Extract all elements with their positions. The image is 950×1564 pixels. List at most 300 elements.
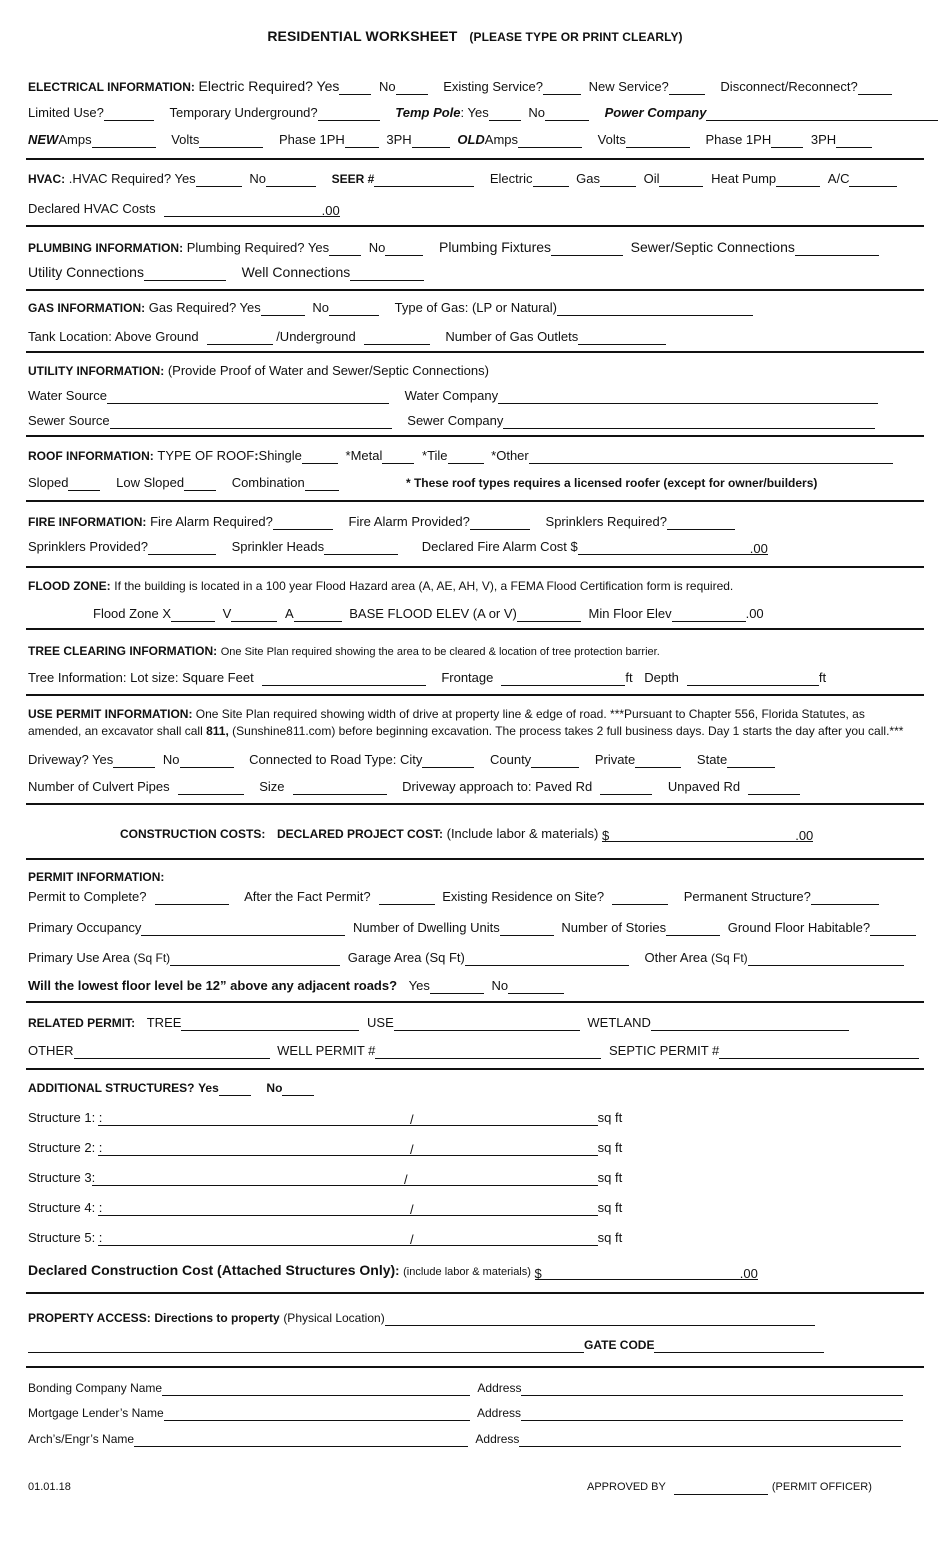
additional-yes-label: Yes: [198, 1081, 219, 1095]
plumbing-fixtures-label: Plumbing Fixtures: [438, 239, 552, 255]
hvac-oil-field[interactable]: [659, 173, 703, 187]
structure-sqft-field[interactable]: [414, 1202, 598, 1216]
approved-by-label: APPROVED BY: [587, 1481, 666, 1493]
electric-required-yes-field[interactable]: [339, 81, 371, 95]
related-row-2: [28, 1043, 926, 1059]
use-note-line2c: (Sunshine811.com) before beginning excavation. The process takes 2 full business days. Day 1 starts the day after you call.***: [228, 724, 904, 738]
tank-above-label: Tank Location: Above Ground: [28, 329, 199, 344]
fire-row-1: [28, 514, 926, 530]
tree-note: One Site Plan required showing the area to be cleared & location of tree protection barrier.: [220, 646, 660, 658]
structure-label: Structure 2: :: [28, 1140, 103, 1155]
driveway-yes-field[interactable]: [113, 754, 155, 768]
section-divider: [26, 566, 924, 568]
declared-hvac-label: Declared HVAC Costs: [28, 201, 156, 216]
form-title: [0, 28, 950, 44]
plumbing-required-no-field[interactable]: [385, 242, 423, 256]
paved-label: Driveway approach to: Paved Rd: [402, 779, 593, 794]
electrical-row-2: [28, 105, 926, 121]
old-phase1-label: Phase 1PH: [705, 132, 772, 147]
primary-occupancy-field[interactable]: [141, 922, 345, 936]
ac-label: A/C: [827, 171, 850, 186]
sprinklers-prov-label: Sprinklers Provided?: [28, 539, 148, 554]
declared-fire-field[interactable]: [578, 541, 750, 555]
paved-field[interactable]: [600, 781, 652, 795]
new-phase1-label: Phase 1PH: [279, 132, 345, 147]
bonding-field[interactable]: [162, 1382, 470, 1396]
structure-desc-field[interactable]: [98, 1142, 410, 1156]
garage-area-label: Garage Area (Sq Ft): [347, 950, 465, 965]
low-sloped-field[interactable]: [184, 477, 216, 491]
septic-permit-field[interactable]: [719, 1045, 919, 1059]
existing-service-field[interactable]: [543, 81, 581, 95]
related-tree-field[interactable]: [181, 1017, 359, 1031]
flood-zone-a-field[interactable]: [294, 608, 342, 622]
hvac-gas-label: Gas: [576, 171, 600, 186]
road-county-label: County: [489, 752, 532, 767]
utility-note: (Provide Proof of Water and Sewer/Septic Connections): [167, 363, 489, 378]
structure-desc-field[interactable]: [98, 1112, 410, 1126]
electrical-row-1: [28, 78, 926, 95]
combination-label: Combination: [231, 475, 305, 490]
depth-ft: ft: [818, 670, 827, 685]
additional-yes-field[interactable]: [219, 1082, 251, 1096]
section-divider: [26, 351, 924, 353]
frontage-field[interactable]: [501, 672, 625, 686]
permit-complete-label: Permit to Complete?: [28, 889, 147, 904]
hvac-electric-field[interactable]: [533, 173, 569, 187]
seer-field[interactable]: [374, 173, 474, 187]
use-row-3: [28, 779, 926, 795]
limited-use-field[interactable]: [104, 107, 154, 121]
use-permit-note: [28, 706, 924, 740]
directions-label: Directions to property: [154, 1311, 280, 1325]
related-use-field[interactable]: [394, 1017, 580, 1031]
water-company-field[interactable]: [498, 390, 878, 404]
structure-slash: /: [410, 1142, 414, 1157]
lowest-floor-no-field[interactable]: [508, 980, 564, 994]
declared-construction-cents: .00: [739, 1266, 758, 1281]
temp-underground-label: Temporary Underground?: [169, 105, 318, 120]
base-flood-label: BASE FLOOD ELEV (A or V): [349, 606, 517, 621]
unpaved-label: Unpaved Rd: [667, 779, 741, 794]
roof-type-colon: :: [254, 448, 259, 463]
related-wetland-field[interactable]: [651, 1017, 849, 1031]
sewer-company-label: Sewer Company: [407, 413, 504, 428]
tree-info-label: Tree Information: Lot size: Square Feet: [28, 670, 254, 685]
permit-row-1: [28, 889, 926, 905]
temp-underground-field[interactable]: [318, 107, 380, 121]
fire-row-2: [28, 539, 926, 555]
arch-row: [28, 1431, 926, 1447]
unpaved-field[interactable]: [748, 781, 800, 795]
construction-row: [120, 826, 926, 842]
gate-code-field[interactable]: [654, 1339, 824, 1353]
hvac-gas-field[interactable]: [600, 173, 636, 187]
permit-complete-field[interactable]: [155, 891, 229, 905]
flood-zone-a-label: A: [284, 606, 294, 621]
low-sloped-label: Low Sloped: [116, 475, 185, 490]
old-volts-field[interactable]: [626, 134, 690, 148]
plumbing-row-1: [28, 239, 926, 256]
structure-desc-field[interactable]: [92, 1172, 404, 1186]
driveway-yes-label: Driveway? Yes: [28, 752, 114, 767]
temp-pole-no-label: No: [528, 105, 545, 120]
new-amps-text: Amps: [58, 132, 92, 147]
section-divider: [26, 1001, 924, 1003]
old-phase1-field[interactable]: [771, 134, 803, 148]
related-wetland-label: WETLAND: [587, 1015, 651, 1030]
primary-area-field[interactable]: [170, 952, 340, 966]
temp-pole-no-field[interactable]: [545, 107, 589, 121]
structure-slash: /: [410, 1232, 414, 1247]
electrical-label: ELECTRICAL INFORMATION:: [28, 80, 195, 94]
culvert-size-label: Size: [259, 779, 285, 794]
section-divider: [26, 1292, 924, 1294]
permit-row-2: [28, 920, 926, 936]
declared-project-label: DECLARED PROJECT COST:: [276, 827, 443, 841]
bonding-address-field[interactable]: [521, 1382, 903, 1396]
section-divider: [26, 628, 924, 630]
section-divider: [26, 694, 924, 696]
declared-construction-colon: :: [395, 1263, 400, 1278]
hvac-row-1: [28, 171, 926, 187]
sprinklers-prov-field[interactable]: [148, 541, 216, 555]
structure-sqft-unit: sq ft: [597, 1230, 623, 1245]
existing-residence-label: Existing Residence on Site?: [442, 889, 605, 904]
gas-required-no-label: No: [312, 300, 330, 315]
depth-label: Depth: [644, 670, 679, 685]
bonding-row: [28, 1380, 926, 1396]
old-amps-field[interactable]: [518, 134, 582, 148]
electrical-row-3: [28, 132, 926, 148]
road-city-field[interactable]: [422, 754, 474, 768]
road-state-field[interactable]: [727, 754, 775, 768]
utility-connections-field[interactable]: [144, 267, 226, 281]
habitable-field[interactable]: [870, 922, 916, 936]
mortgage-address-field[interactable]: [521, 1407, 903, 1421]
roof-label: ROOF INFORMATION:: [28, 449, 154, 463]
road-private-field[interactable]: [635, 754, 681, 768]
plumbing-label: PLUMBING INFORMATION:: [28, 241, 184, 255]
lowest-floor-yes-label: Yes: [408, 978, 430, 993]
section-divider: [26, 1366, 924, 1368]
hvac-required-no-label: No: [249, 171, 266, 186]
gas-type-field[interactable]: [557, 302, 753, 316]
structure-label: Structure 5: :: [28, 1230, 103, 1245]
declared-construction-dollar: $: [534, 1266, 542, 1281]
fire-alarm-prov-label: Fire Alarm Provided?: [348, 514, 470, 529]
permanent-structure-field[interactable]: [811, 891, 879, 905]
plumbing-required-label: Plumbing Required? Yes: [186, 240, 330, 255]
declared-hvac-field[interactable]: [164, 203, 322, 217]
gas-type-label: Type of Gas: (LP or Natural): [394, 300, 557, 315]
metal-label: *Metal: [345, 448, 383, 463]
culvert-field[interactable]: [178, 781, 244, 795]
hvac-electric-label: Electric: [489, 171, 533, 186]
tank-underground-label: /Underground: [276, 329, 356, 344]
roof-row-2: [28, 475, 926, 491]
stories-field[interactable]: [666, 922, 720, 936]
fire-alarm-prov-field[interactable]: [470, 516, 530, 530]
frontage-label: Frontage: [441, 670, 494, 685]
garage-area-field[interactable]: [465, 952, 629, 966]
structure-sqft-field[interactable]: [414, 1142, 598, 1156]
driveway-no-label: No: [162, 752, 180, 767]
flood-label: FLOOD ZONE:: [28, 579, 111, 593]
construction-label: CONSTRUCTION COSTS:: [120, 827, 266, 841]
hvac-label: HVAC:: [28, 172, 66, 186]
base-flood-field[interactable]: [517, 608, 581, 622]
bonding-label: Bonding Company Name: [28, 1381, 163, 1395]
section-divider: [26, 1068, 924, 1070]
sprinkler-heads-field[interactable]: [324, 541, 398, 555]
flood-zone-v-field[interactable]: [231, 608, 277, 622]
sewer-source-field[interactable]: [110, 415, 392, 429]
other-area-field[interactable]: [748, 952, 904, 966]
related-label: RELATED PERMIT:: [28, 1016, 136, 1030]
septic-permit-label: SEPTIC PERMIT #: [609, 1043, 720, 1058]
new-3ph-label: 3PH: [386, 132, 412, 147]
structure-sqft-field[interactable]: [408, 1172, 598, 1186]
combination-field[interactable]: [305, 477, 339, 491]
plumbing-required-yes-field[interactable]: [329, 242, 361, 256]
heat-pump-label: Heat Pump: [711, 171, 777, 186]
tank-underground-field[interactable]: [364, 331, 430, 345]
habitable-label: Ground Floor Habitable?: [727, 920, 871, 935]
utility-row-3: [28, 413, 926, 429]
culvert-size-field[interactable]: [293, 781, 387, 795]
disconnect-label: Disconnect/Reconnect?: [720, 79, 858, 94]
structure-desc-field[interactable]: [98, 1232, 410, 1246]
fire-alarm-req-label: Fire Alarm Required?: [150, 514, 273, 529]
declared-construction-label: Declared Construction Cost (Attached Structures Only): [28, 1262, 396, 1278]
mortgage-field[interactable]: [164, 1407, 470, 1421]
arch-label: Arch’s/Engr’s Name: [28, 1432, 135, 1446]
form-title-main: RESIDENTIAL WORKSHEET: [267, 28, 458, 44]
structure-label: Structure 4: :: [28, 1200, 103, 1215]
roof-other-label: *Other: [491, 448, 529, 463]
gas-row-2: [28, 329, 926, 345]
new-volts-label: Volts: [171, 132, 200, 147]
additional-label: ADDITIONAL STRUCTURES?: [28, 1081, 195, 1095]
electric-required-label: Electric Required? Yes: [198, 78, 340, 94]
structure-sqft-unit: sq ft: [597, 1140, 623, 1155]
section-divider: [26, 435, 924, 437]
limited-use-label: Limited Use?: [28, 105, 104, 120]
structure-sqft-field[interactable]: [414, 1232, 598, 1246]
seer-label: SEER #: [331, 172, 375, 186]
additional-no-field[interactable]: [282, 1082, 314, 1096]
tank-above-field[interactable]: [207, 331, 273, 345]
use-permit-label: USE PERMIT INFORMATION:: [28, 707, 193, 721]
section-divider: [26, 158, 924, 160]
arch-address-field[interactable]: [519, 1433, 901, 1447]
permanent-structure-label: Permanent Structure?: [683, 889, 811, 904]
declared-hvac-cents: .00: [321, 203, 340, 218]
tile-label: *Tile: [422, 448, 448, 463]
structure-sqft-field[interactable]: [414, 1112, 598, 1126]
declared-construction-field[interactable]: [542, 1266, 740, 1280]
well-permit-field[interactable]: [375, 1045, 601, 1059]
fire-alarm-req-field[interactable]: [273, 516, 333, 530]
flood-zone-v-label: V: [222, 606, 232, 621]
roof-row-1: [28, 448, 926, 464]
lowest-floor-yes-field[interactable]: [430, 980, 484, 994]
flood-zone-x-label: Flood Zone X: [93, 606, 172, 621]
lowest-floor-label: Will the lowest floor level be 12” above any adjacent roads?: [28, 978, 398, 993]
heat-pump-field[interactable]: [776, 173, 820, 187]
frontage-ft: ft: [625, 670, 633, 685]
water-source-field[interactable]: [107, 390, 389, 404]
sprinklers-req-field[interactable]: [667, 516, 735, 530]
sprinklers-req-label: Sprinklers Required?: [545, 514, 667, 529]
utility-row-2: [28, 388, 926, 404]
permit-row-label: [28, 869, 926, 885]
utility-label: UTILITY INFORMATION:: [28, 364, 165, 378]
road-county-field[interactable]: [531, 754, 579, 768]
plumbing-fixtures-field[interactable]: [551, 242, 623, 256]
ac-field[interactable]: [849, 173, 897, 187]
primary-area-label: Primary Use Area: [28, 950, 130, 965]
gas-label: GAS INFORMATION:: [28, 301, 146, 315]
old-amps-text: Amps: [484, 132, 519, 147]
new-service-label: New Service?: [588, 79, 669, 94]
structure-slash: /: [410, 1112, 414, 1127]
declared-project-field[interactable]: [609, 828, 795, 842]
road-state-label: State: [696, 752, 728, 767]
structure-slash: /: [404, 1172, 408, 1187]
related-tree-label: TREE: [146, 1015, 182, 1030]
structure-row: [28, 1110, 926, 1126]
sewer-septic-field[interactable]: [795, 242, 879, 256]
construction-note: (Include labor & materials): [446, 826, 599, 841]
depth-field[interactable]: [687, 672, 819, 686]
new-phase1-field[interactable]: [345, 134, 379, 148]
use-note-line1: One Site Plan required showing width of drive at property line & edge of road. ***Pursuant to Chapter 556, Florida Statutes, as: [195, 707, 865, 721]
utility-row-1: [28, 363, 926, 379]
approved-by-field[interactable]: [674, 1483, 768, 1495]
related-row-1: [28, 1015, 926, 1031]
gas-row-1: [28, 300, 926, 316]
driveway-no-field[interactable]: [180, 754, 234, 768]
bonding-address-label: Address: [477, 1381, 522, 1395]
construction-cents: .00: [795, 828, 814, 843]
sewer-septic-label: Sewer/Septic Connections: [630, 239, 795, 255]
gas-required-yes-field[interactable]: [261, 302, 305, 316]
new-volts-field[interactable]: [199, 134, 263, 148]
section-divider: [26, 500, 924, 502]
hvac-required-no-field[interactable]: [266, 173, 316, 187]
hvac-oil-label: Oil: [643, 171, 660, 186]
after-fact-field[interactable]: [379, 891, 435, 905]
flood-row-2: [93, 606, 926, 622]
flood-zone-x-field[interactable]: [171, 608, 215, 622]
tree-row-2: [28, 670, 926, 686]
well-connections-field[interactable]: [350, 267, 424, 281]
water-source-label: Water Source: [28, 388, 107, 403]
disconnect-field[interactable]: [858, 81, 892, 95]
old-volts-label: Volts: [597, 132, 626, 147]
shingle-field[interactable]: [302, 450, 338, 464]
sloped-field[interactable]: [68, 477, 100, 491]
structure-desc-field[interactable]: [98, 1202, 410, 1216]
gas-required-no-field[interactable]: [329, 302, 379, 316]
structure-row: [28, 1140, 926, 1156]
new-amps-field[interactable]: [92, 134, 156, 148]
use-note-line2a: amended, an excavator shall call: [28, 724, 207, 738]
related-other-field[interactable]: [74, 1045, 270, 1059]
directions-field[interactable]: [385, 1312, 815, 1326]
min-floor-label: Min Floor Elev: [588, 606, 672, 621]
existing-service-label: Existing Service?: [443, 79, 543, 94]
tree-row-1: [28, 643, 926, 660]
dwelling-units-field[interactable]: [500, 922, 554, 936]
structure-sqft-unit: sq ft: [597, 1170, 623, 1185]
physical-location-label: (Physical Location): [283, 1311, 385, 1325]
temp-pole-label: Temp Pole: [395, 105, 461, 120]
power-company-label: Power Company: [604, 105, 707, 120]
structure-sqft-unit: sq ft: [597, 1200, 623, 1215]
electric-required-no-field[interactable]: [396, 81, 428, 95]
primary-area-unit: (Sq Ft): [133, 951, 171, 965]
use-row-2: [28, 752, 926, 768]
temp-pole-yes-label: : Yes: [460, 105, 489, 120]
declared-fire-label: Declared Fire Alarm Cost $: [421, 539, 578, 554]
sewer-source-label: Sewer Source: [28, 413, 110, 428]
after-fact-label: After the Fact Permit?: [244, 889, 371, 904]
road-private-label: Private: [594, 752, 636, 767]
permit-row-3: [28, 950, 926, 966]
plumbing-row-2: [28, 264, 926, 281]
arch-field[interactable]: [134, 1433, 468, 1447]
structure-slash: /: [410, 1202, 414, 1217]
min-floor-field[interactable]: [672, 608, 746, 622]
old-3ph-field[interactable]: [836, 134, 872, 148]
other-area-unit: (Sq Ft): [710, 951, 748, 965]
mortgage-label: Mortgage Lender’s Name: [28, 1406, 164, 1420]
new-amps-label: NEW: [28, 132, 59, 147]
structure-label: Structure 1: :: [28, 1110, 103, 1125]
power-company-field[interactable]: [706, 107, 938, 121]
hvac-required-yes-field[interactable]: [196, 173, 242, 187]
gas-outlets-field[interactable]: [578, 331, 666, 345]
sewer-company-field[interactable]: [503, 415, 875, 429]
flood-note: If the building is located in a 100 year Flood Hazard area (A, AE, AH, V), a FEMA Flood Certification form is required.: [114, 579, 734, 593]
roof-type-label: TYPE OF ROOF: [157, 448, 255, 463]
dwelling-units-label: Number of Dwelling Units: [353, 920, 500, 935]
section-divider: [26, 225, 924, 227]
revision-date: 01.01.18: [28, 1481, 71, 1493]
access-row-1: [28, 1310, 926, 1326]
metal-field[interactable]: [382, 450, 414, 464]
culvert-label: Number of Culvert Pipes: [28, 779, 170, 794]
structure-row: [28, 1170, 926, 1186]
min-floor-cents: .00: [745, 606, 764, 621]
new-service-field[interactable]: [669, 81, 705, 95]
new-3ph-field[interactable]: [412, 134, 450, 148]
lot-size-field[interactable]: [262, 672, 426, 686]
flood-row-1: [28, 578, 926, 594]
declared-construction-note: (include labor & materials): [403, 1266, 531, 1278]
directions-field-2[interactable]: [28, 1339, 584, 1353]
mortgage-row: [28, 1405, 926, 1421]
tile-field[interactable]: [448, 450, 484, 464]
plumbing-required-no-label: No: [368, 240, 386, 255]
roof-other-field[interactable]: [529, 450, 893, 464]
existing-residence-field[interactable]: [612, 891, 668, 905]
arch-address-label: Address: [475, 1432, 520, 1446]
temp-pole-yes-field[interactable]: [489, 107, 521, 121]
